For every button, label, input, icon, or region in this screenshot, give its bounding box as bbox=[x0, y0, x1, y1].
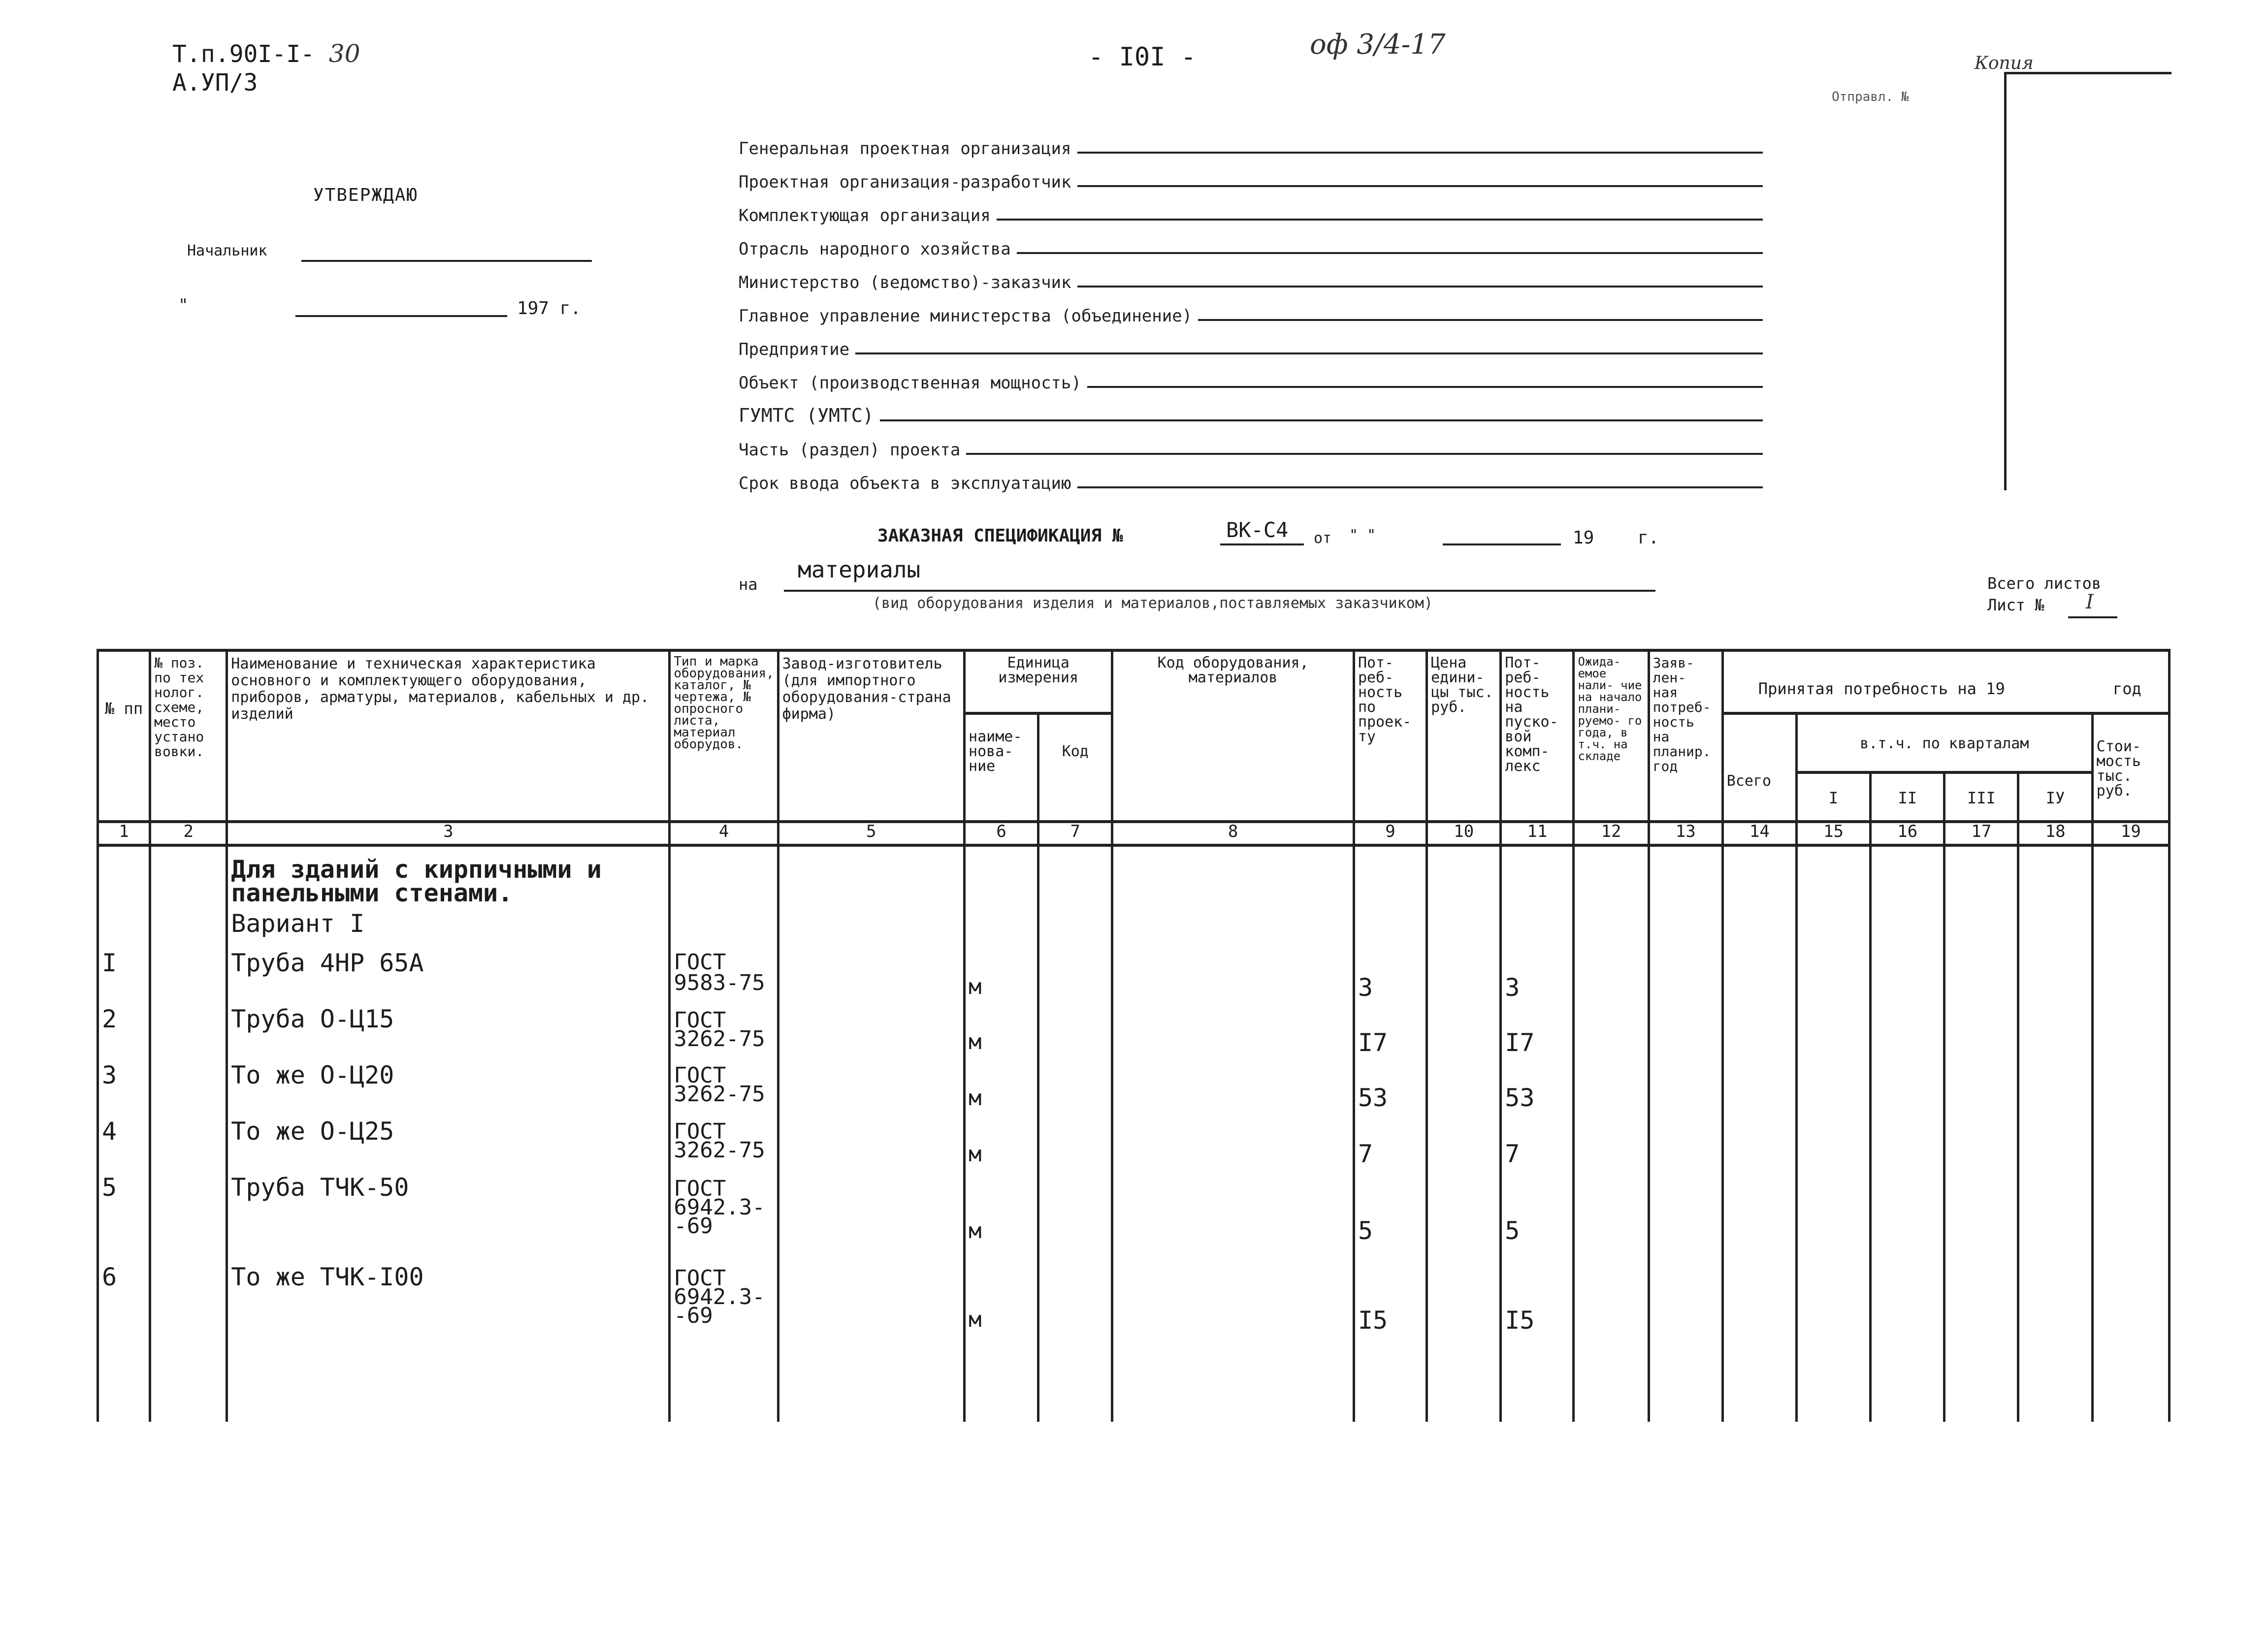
spec-subject: материалы bbox=[798, 556, 921, 583]
field-rule bbox=[880, 419, 1763, 421]
field-label: Отрасль народного хозяйства bbox=[739, 239, 1011, 259]
row-number: 4 bbox=[102, 1117, 117, 1146]
col-q4 bbox=[2018, 845, 2092, 1422]
header-code: Код оборудования, материалов bbox=[1112, 650, 1354, 822]
field-rule bbox=[1087, 386, 1763, 388]
row-number: 2 bbox=[102, 1005, 117, 1033]
row-number: 6 bbox=[102, 1263, 117, 1291]
header-quarters: в.т.ч. по кварталам bbox=[1796, 713, 2092, 772]
field-label: ГУМТС (УМТС) bbox=[739, 405, 874, 426]
item-type: ГОСТ bbox=[674, 1119, 726, 1144]
item-type: -69 bbox=[674, 1213, 713, 1239]
col-q2 bbox=[1871, 845, 1944, 1422]
col-q3 bbox=[1944, 845, 2018, 1422]
field-main-department bbox=[739, 294, 1763, 326]
col-demand-project bbox=[1354, 845, 1426, 1422]
item-type: ГОСТ bbox=[674, 950, 726, 975]
item-name: Труба О-Ц15 bbox=[231, 1005, 394, 1033]
otpravl-label: Отправл. № bbox=[1832, 90, 1909, 104]
approval-title: УТВЕРЖДАЮ bbox=[313, 185, 419, 205]
handwritten-note: оф 3/4-17 bbox=[1310, 29, 1446, 61]
spec-from-label: от bbox=[1314, 530, 1332, 547]
field-rule bbox=[1017, 252, 1763, 254]
doc-ref-album: А.УП/3 bbox=[172, 69, 258, 96]
section-line: Вариант I bbox=[231, 909, 365, 938]
accepted-demand-suffix: год bbox=[2112, 679, 2141, 698]
item-unit: м bbox=[969, 1218, 982, 1244]
column-number: 13 bbox=[1649, 822, 1722, 845]
col-q1 bbox=[1796, 845, 1870, 1422]
approval-date-line bbox=[295, 315, 507, 317]
kopiya-label: Копия bbox=[1975, 53, 2034, 73]
column-number: 8 bbox=[1112, 822, 1354, 845]
field-design-org bbox=[739, 160, 1763, 192]
section-line: Для зданий с кирпичными и bbox=[231, 855, 602, 884]
header-position: № поз. по тех нолог. схеме, место устано вовки. bbox=[150, 650, 227, 822]
column-number: 1 bbox=[98, 822, 150, 845]
header-unit: Единица измерения bbox=[965, 650, 1112, 713]
column-number: 4 bbox=[670, 822, 778, 845]
header-total: Всего bbox=[1722, 713, 1796, 822]
header-q2: II bbox=[1871, 772, 1944, 822]
field-label: Часть (раздел) проекта bbox=[739, 440, 961, 460]
item-type: ГОСТ bbox=[674, 1176, 726, 1201]
field-label: Предприятие bbox=[739, 340, 850, 359]
item-qty: 3 bbox=[1358, 973, 1373, 1002]
row-number: 3 bbox=[102, 1061, 117, 1089]
table-body bbox=[98, 845, 2170, 1422]
field-rule bbox=[1077, 152, 1763, 154]
header-num: № пп bbox=[98, 650, 150, 822]
col-row-numbers bbox=[98, 845, 150, 1422]
col-equipment-code bbox=[1112, 845, 1354, 1422]
field-label: Объект (производственная мощность) bbox=[739, 373, 1081, 393]
field-object bbox=[739, 361, 1763, 393]
item-type: 3262-75 bbox=[674, 1082, 765, 1107]
header-cost: Стои- мость тыс. руб. bbox=[2092, 713, 2169, 822]
spec-subject-line bbox=[784, 590, 1655, 592]
doc-ref-number: Т.п.90I-I- bbox=[172, 40, 315, 68]
item-type: -69 bbox=[674, 1303, 713, 1328]
item-name: То же О-Ц25 bbox=[231, 1117, 394, 1146]
item-name: Труба 4НР 65А bbox=[231, 949, 424, 977]
header-declared-demand: Заяв- лен- ная потреб- ность на планир. год bbox=[1649, 650, 1722, 822]
column-number: 12 bbox=[1574, 822, 1649, 845]
header-demand-project: Пот- реб- ность по проек- ту bbox=[1354, 650, 1426, 822]
item-unit: м bbox=[969, 1085, 982, 1111]
field-enterprise bbox=[739, 328, 1763, 359]
field-label: Проектная организация-разработчик bbox=[739, 172, 1071, 192]
item-name: То же О-Ц20 bbox=[231, 1061, 394, 1089]
approval-date-quote: " bbox=[178, 295, 189, 315]
item-type: 3262-75 bbox=[674, 1026, 765, 1052]
item-type: 3262-75 bbox=[674, 1138, 765, 1163]
col-unit-price bbox=[1427, 845, 1501, 1422]
item-qty-launch: I5 bbox=[1505, 1306, 1535, 1335]
header-unit-price: Цена едини- цы тыс. руб. bbox=[1427, 650, 1501, 822]
page-number: - I0I - bbox=[1088, 42, 1197, 72]
item-type: ГОСТ bbox=[674, 1008, 726, 1033]
row-number: I bbox=[102, 949, 117, 977]
spec-year-suffix: г. bbox=[1638, 528, 1659, 548]
field-rule bbox=[1077, 286, 1763, 287]
col-type bbox=[670, 845, 778, 1422]
spec-table bbox=[97, 649, 2171, 1422]
spec-title-prefix: ЗАКАЗНАЯ СПЕЦИФИКАЦИЯ № bbox=[877, 526, 1123, 546]
column-number: 15 bbox=[1796, 822, 1870, 845]
column-number: 5 bbox=[778, 822, 964, 845]
col-manufacturer bbox=[778, 845, 964, 1422]
field-supply-org bbox=[739, 194, 1763, 225]
field-industry bbox=[739, 227, 1763, 259]
sheet-number-value: I bbox=[2086, 591, 2094, 613]
column-number: 6 bbox=[965, 822, 1038, 845]
item-type: 9583-75 bbox=[674, 970, 765, 995]
col-total bbox=[1722, 845, 1796, 1422]
item-type: ГОСТ bbox=[674, 1266, 726, 1291]
field-rule bbox=[855, 352, 1763, 354]
column-number: 7 bbox=[1038, 822, 1112, 845]
col-position bbox=[150, 845, 227, 1422]
item-qty-launch: 7 bbox=[1505, 1140, 1520, 1168]
item-qty: 7 bbox=[1358, 1140, 1373, 1168]
header-q4: IУ bbox=[2018, 772, 2092, 822]
item-unit: м bbox=[969, 1142, 982, 1167]
field-rule bbox=[997, 219, 1763, 221]
header-manufacturer: Завод-изготовитель (для импортного оборудования-страна фирма) bbox=[778, 650, 964, 822]
field-label: Министерство (ведомство)-заказчик bbox=[739, 273, 1071, 292]
field-rule bbox=[1077, 185, 1763, 187]
col-names bbox=[227, 845, 670, 1422]
approval-year: 197 г. bbox=[517, 298, 582, 319]
col-demand-launch bbox=[1501, 845, 1574, 1422]
column-number: 9 bbox=[1354, 822, 1426, 845]
header-expected-stock: Ожида- емое нали- чие на начало плани- руемо- го года, в т.ч. на складе bbox=[1574, 650, 1649, 822]
item-name: Труба ТЧК-50 bbox=[231, 1173, 409, 1202]
corner-bracket-top bbox=[2004, 72, 2171, 74]
chief-label: Начальник bbox=[187, 242, 267, 259]
sheet-number-label: Лист № bbox=[1987, 596, 2044, 614]
item-unit: м bbox=[969, 1307, 982, 1332]
header-q1: I bbox=[1796, 772, 1870, 822]
field-general-design-org bbox=[739, 127, 1763, 159]
col-expected-stock bbox=[1574, 845, 1649, 1422]
column-number: 16 bbox=[1871, 822, 1944, 845]
field-gumts bbox=[739, 395, 1763, 426]
field-ministry bbox=[739, 261, 1763, 292]
col-declared-demand bbox=[1649, 845, 1722, 1422]
column-number: 18 bbox=[2018, 822, 2092, 845]
header-name: Наименование и техническая характеристика основного и комплектующего оборудования, приборов, арматуры, материалов, кабельных и др. изделий bbox=[227, 650, 670, 822]
item-qty: 5 bbox=[1358, 1216, 1373, 1245]
column-number: 10 bbox=[1427, 822, 1501, 845]
item-qty-launch: 5 bbox=[1505, 1216, 1520, 1245]
spec-date-quote: " " bbox=[1349, 527, 1376, 544]
corner-bracket-side bbox=[2004, 72, 2007, 490]
column-number: 2 bbox=[150, 822, 227, 845]
doc-ref bbox=[172, 39, 360, 68]
col-cost bbox=[2092, 845, 2169, 1422]
column-number: 17 bbox=[1944, 822, 2018, 845]
spec-number-line bbox=[1220, 543, 1304, 545]
item-qty: I5 bbox=[1358, 1306, 1388, 1335]
item-name: То же ТЧК-I00 bbox=[231, 1263, 424, 1291]
spec-subject-caption: (вид оборудования изделия и материалов,поставляемых заказчиком) bbox=[873, 595, 1433, 612]
doc-ref-handwritten: 30 bbox=[328, 39, 360, 68]
header-q3: III bbox=[1944, 772, 2018, 822]
column-number: 11 bbox=[1501, 822, 1574, 845]
item-type: ГОСТ bbox=[674, 1063, 726, 1088]
field-project-part bbox=[739, 428, 1763, 460]
accepted-demand-label: Принятая потребность на 19 bbox=[1758, 679, 2005, 698]
item-qty: I7 bbox=[1358, 1028, 1388, 1057]
field-commissioning-date bbox=[739, 462, 1763, 493]
item-qty: 53 bbox=[1358, 1084, 1388, 1112]
section-line: панельными стенами. bbox=[231, 879, 513, 907]
item-unit: м bbox=[969, 974, 982, 999]
row-number: 5 bbox=[102, 1173, 117, 1202]
item-type: 6942.3- bbox=[674, 1284, 765, 1309]
chief-signature-line bbox=[301, 260, 592, 262]
field-label: Главное управление министерства (объединение) bbox=[739, 306, 1193, 326]
header-accepted-demand bbox=[1722, 650, 2169, 713]
spec-number: ВК-С4 bbox=[1226, 518, 1289, 542]
col-unit bbox=[965, 845, 1038, 1422]
spec-year-label: 19 bbox=[1573, 528, 1594, 548]
column-number: 19 bbox=[2092, 822, 2169, 845]
col-unit-code bbox=[1038, 845, 1112, 1422]
item-qty-launch: 53 bbox=[1505, 1084, 1535, 1112]
field-label: Генеральная проектная организация bbox=[739, 139, 1071, 159]
column-number: 14 bbox=[1722, 822, 1796, 845]
column-number: 3 bbox=[227, 822, 670, 845]
header-unit-name: наиме- нова- ние bbox=[965, 713, 1038, 822]
sheet-number-line bbox=[2068, 616, 2117, 618]
item-qty-launch: 3 bbox=[1505, 973, 1520, 1002]
total-sheets-label: Всего листов bbox=[1987, 574, 2102, 593]
spec-title bbox=[877, 526, 1123, 546]
spec-on-label: на bbox=[739, 575, 758, 594]
header-type: Тип и марка оборудования, каталог, № чертежа, № опросного листа, материал оборудов. bbox=[670, 650, 778, 822]
item-type: 6942.3- bbox=[674, 1195, 765, 1220]
field-label: Срок ввода объекта в эксплуатацию bbox=[739, 474, 1071, 493]
header-demand-launch: Пот- реб- ность на пуско- вой комп- лекс bbox=[1501, 650, 1574, 822]
field-rule bbox=[966, 453, 1763, 455]
item-qty-launch: I7 bbox=[1505, 1028, 1535, 1057]
header-unit-code: Код bbox=[1038, 713, 1112, 822]
field-rule bbox=[1198, 319, 1763, 321]
item-unit: м bbox=[969, 1029, 982, 1054]
spec-date-line bbox=[1443, 543, 1561, 545]
field-rule bbox=[1077, 486, 1763, 488]
field-label: Комплектующая организация bbox=[739, 206, 991, 225]
